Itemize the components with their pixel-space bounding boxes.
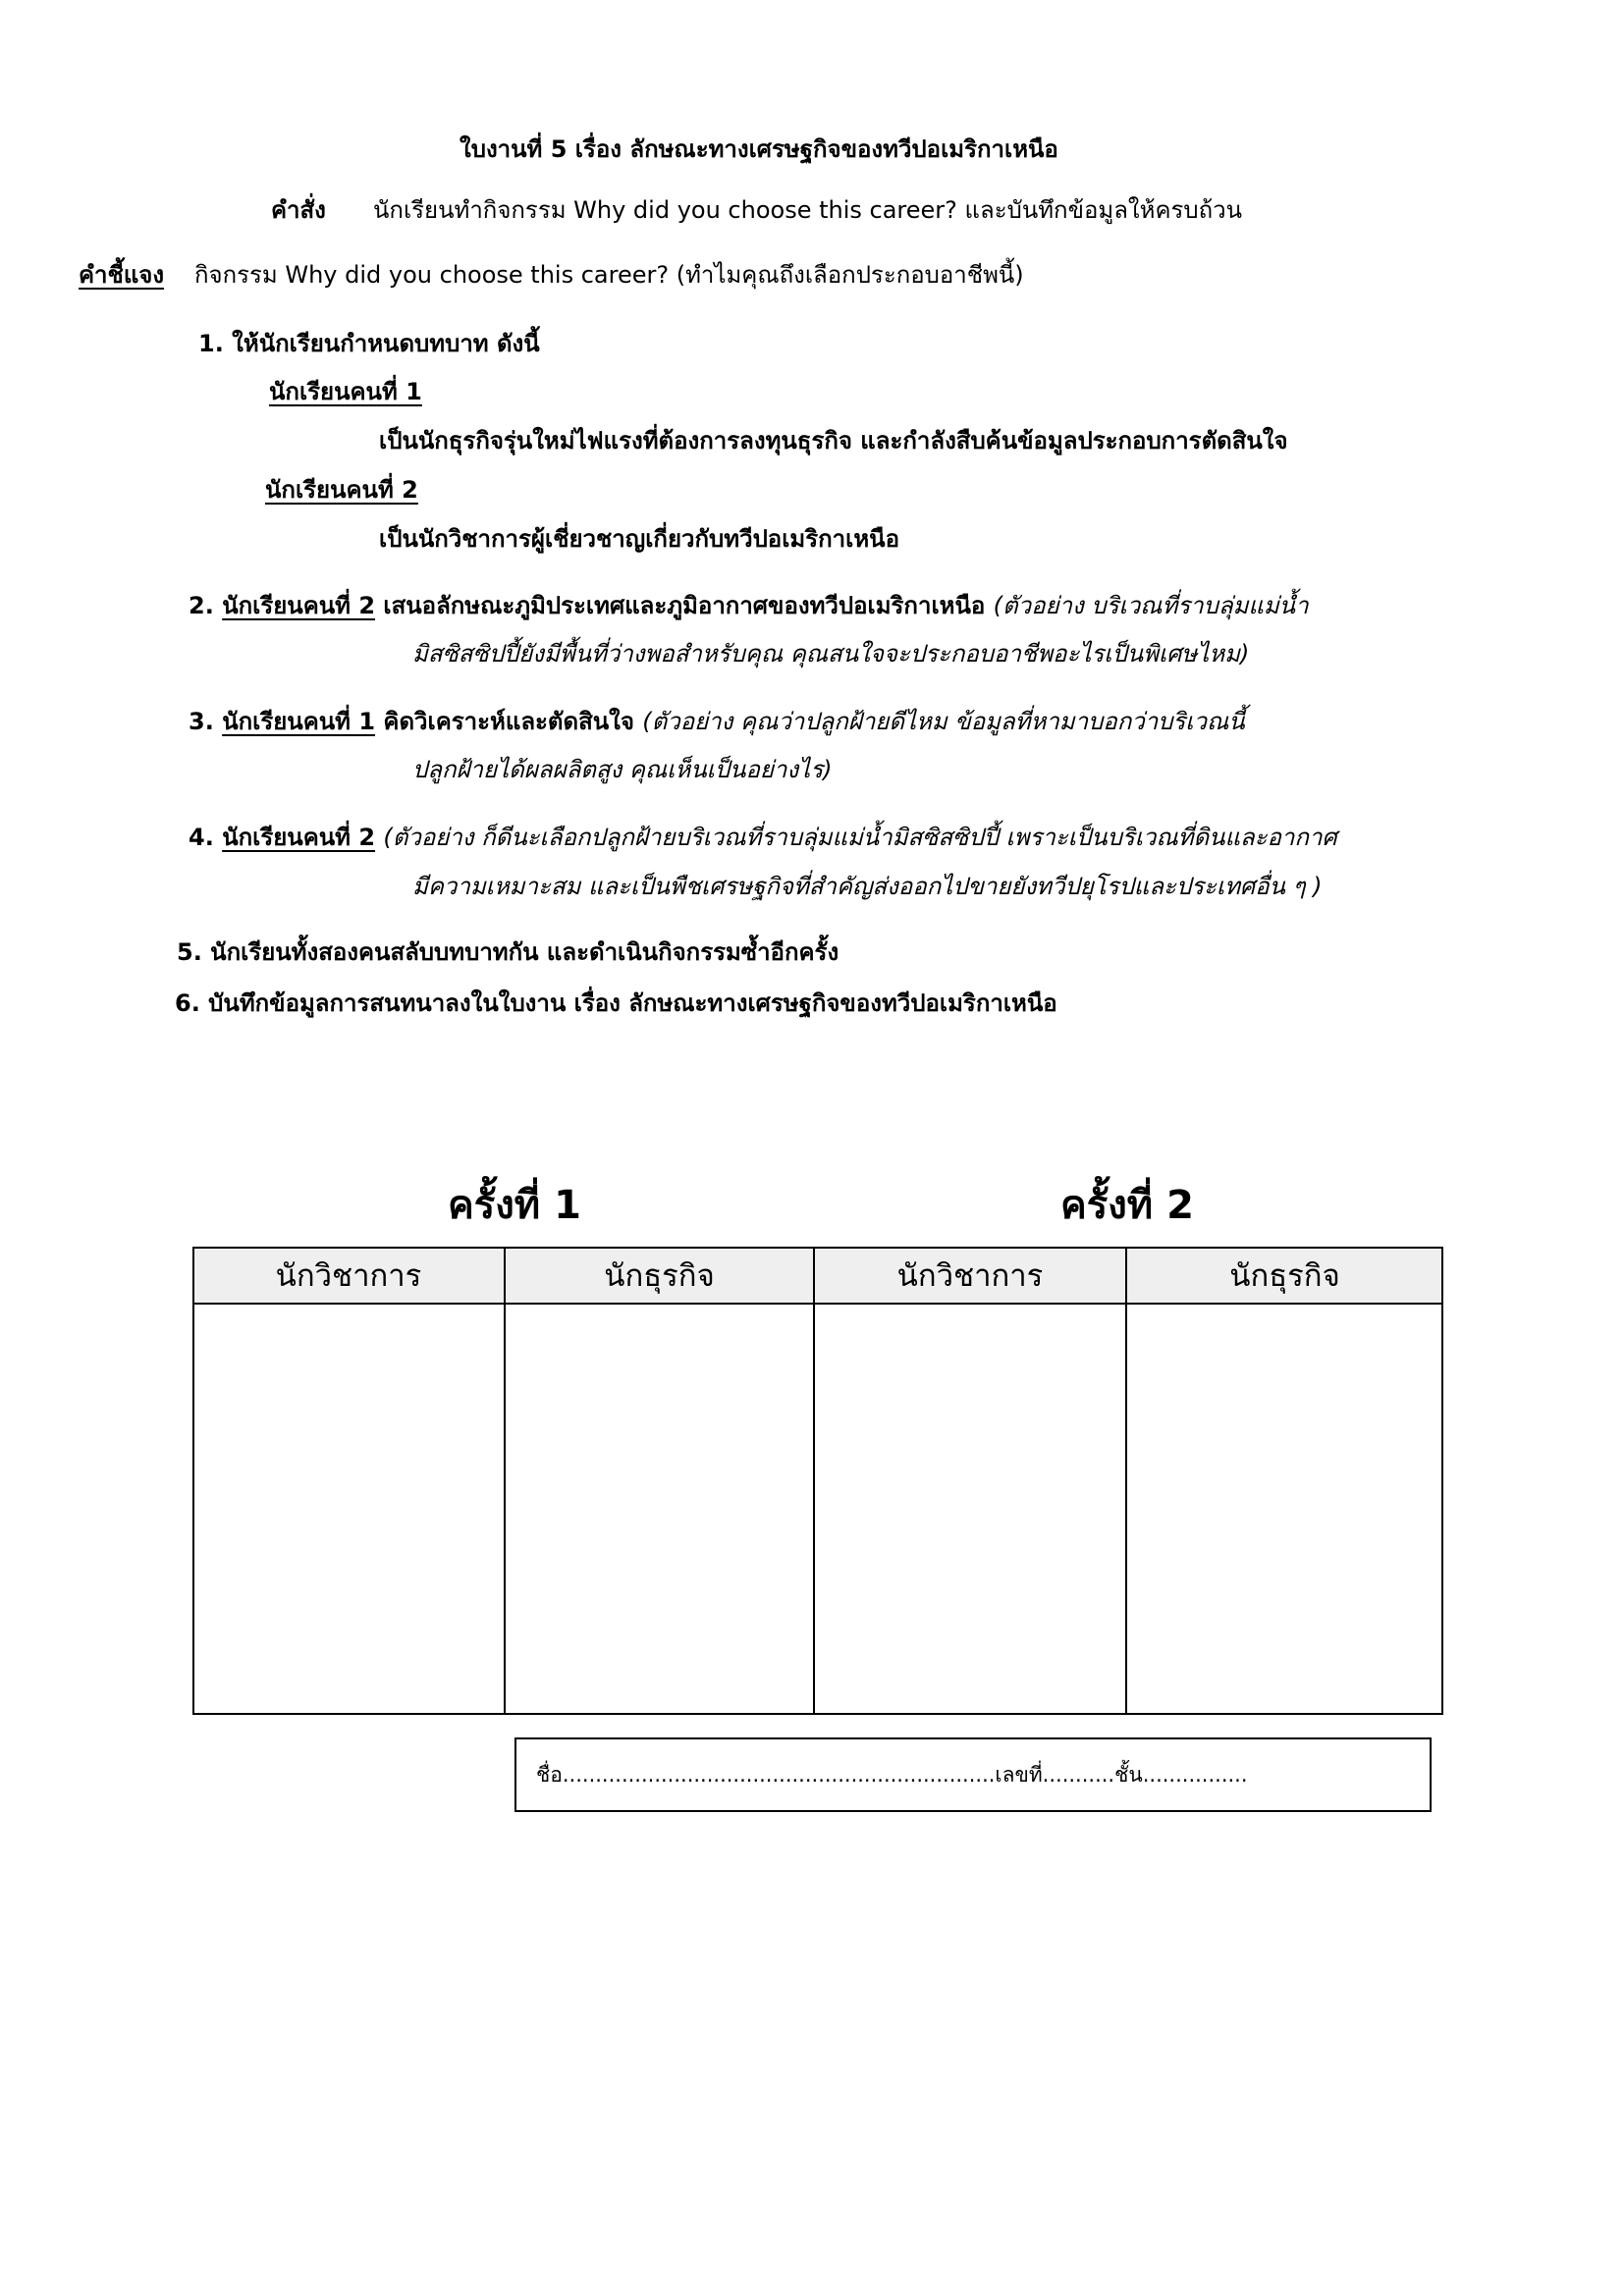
step-3-action: คิดวิเคราะห์และตัดสินใจ bbox=[383, 708, 634, 735]
step-4-number: 4. bbox=[189, 824, 214, 851]
round-1-heading: ครั้งที่ 1 bbox=[448, 1183, 581, 1228]
step-3-example-line-1: (ตัวอย่าง คุณว่าปลูกฝ้ายดีไหม ข้อมูลที่หามาบอกว่าบริเวณนี้ bbox=[642, 708, 1245, 735]
command-label: คำสั่ง bbox=[271, 196, 326, 224]
table-cell-academic-1[interactable] bbox=[192, 1304, 505, 1714]
table-border-bottom bbox=[192, 1713, 1443, 1715]
step-4-example-line-2: มีความเหมาะสม และเป็นพืชเศรษฐกิจที่สำคัญส่งออกไปขายยังทวีปยุโรปและประเทศอื่น ๆ ) bbox=[412, 873, 1323, 900]
step-3-student: นักเรียนคนที่ 1 bbox=[222, 708, 376, 735]
step-4-example-line-1: (ตัวอย่าง ก็ดีนะเลือกปลูกฝ้ายบริเวณที่ราบลุ่มแม่น้ำมิสซิสซิปปี้ เพราะเป็นบริเวณที่ดินและอากาศ bbox=[383, 824, 1337, 851]
step-2-number: 2. bbox=[189, 592, 214, 619]
step-2-action: เสนอลักษณะภูมิประเทศและภูมิอากาศของทวีปอเมริกาเหนือ bbox=[383, 592, 986, 619]
step-3-example-line-2: ปลูกฝ้ายได้ผลผลิตสูง คุณเห็นเป็นอย่างไร) bbox=[412, 756, 833, 783]
step-3 bbox=[189, 710, 1245, 733]
student-1-label: นักเรียนคนที่ 1 bbox=[269, 378, 422, 405]
step-4-student: นักเรียนคนที่ 2 bbox=[222, 824, 376, 851]
step-2-student: นักเรียนคนที่ 2 bbox=[222, 592, 376, 619]
student-2-role: เป็นนักวิชาการผู้เชี่ยวชาญเกี่ยวกับทวีปอเมริกาเหนือ bbox=[379, 525, 899, 553]
explanation-text: กิจกรรม Why did you choose this career? (ทำไมคุณถึงเลือกประกอบอาชีพนี้) bbox=[194, 261, 1024, 289]
table-divider-2 bbox=[813, 1247, 815, 1715]
table-header-divider bbox=[192, 1303, 1443, 1305]
student-2-label: นักเรียนคนที่ 2 bbox=[265, 476, 418, 504]
table-header-business-1: นักธุรกิจ bbox=[604, 1258, 715, 1294]
table-divider-1 bbox=[504, 1247, 506, 1715]
table-header-academic-2: นักวิชาการ bbox=[896, 1258, 1044, 1294]
step-2-example-line-2: มิสซิสซิปปี้ยังมีพื้นที่ว่างพอสำหรับคุณ คุณสนใจจะประกอบอาชีพอะไรเป็นพิเศษไหม) bbox=[412, 640, 1250, 667]
table-border-top bbox=[192, 1247, 1443, 1249]
table-cell-business-1[interactable] bbox=[505, 1304, 814, 1714]
round-2-heading: ครั้งที่ 2 bbox=[1060, 1183, 1194, 1228]
step-4 bbox=[189, 826, 1337, 849]
explanation-label: คำชี้แจง bbox=[79, 261, 165, 289]
table-header-business-2: นักธุรกิจ bbox=[1229, 1258, 1340, 1294]
step-1-text: 1. ให้นักเรียนกำหนดบทบาท ดังนี้ bbox=[198, 330, 540, 357]
step-6-text: 6. บันทึกข้อมูลการสนทนาลงในใบงาน เรื่อง ลักษณะทางเศรษฐกิจของทวีปอเมริกาเหนือ bbox=[175, 989, 1057, 1017]
student-1-role: เป็นนักธุรกิจรุ่นใหม่ไฟแรงที่ต้องการลงทุนธุรกิจ และกำลังสืบค้นข้อมูลประกอบการตัดสินใจ bbox=[379, 427, 1288, 454]
table-cell-academic-2[interactable] bbox=[814, 1304, 1126, 1714]
name-number-class-line[interactable]: ชื่อ..................................................................เลขที่...........ชั้น................ bbox=[536, 1763, 1248, 1787]
command-text: นักเรียนทำกิจกรรม Why did you choose this career? และบันทึกข้อมูลให้ครบถ้วน bbox=[373, 196, 1243, 224]
step-5-text: 5. นักเรียนทั้งสองคนสลับบทบาทกัน และดำเนินกิจกรรมซ้ำอีกครั้ง bbox=[177, 938, 839, 966]
step-2-example-line-1: (ตัวอย่าง บริเวณที่ราบลุ่มแม่น้ำ bbox=[993, 592, 1309, 619]
table-border-left bbox=[192, 1247, 194, 1715]
table-border-right bbox=[1441, 1247, 1443, 1715]
table-cell-business-2[interactable] bbox=[1126, 1304, 1443, 1714]
table-divider-3 bbox=[1125, 1247, 1127, 1715]
step-2 bbox=[189, 594, 1309, 617]
worksheet-title: ใบงานที่ 5 เรื่อง ลักษณะทางเศรษฐกิจของทวีปอเมริกาเหนือ bbox=[460, 135, 1058, 163]
step-3-number: 3. bbox=[189, 708, 214, 735]
table-header-academic-1: นักวิชาการ bbox=[275, 1258, 422, 1294]
